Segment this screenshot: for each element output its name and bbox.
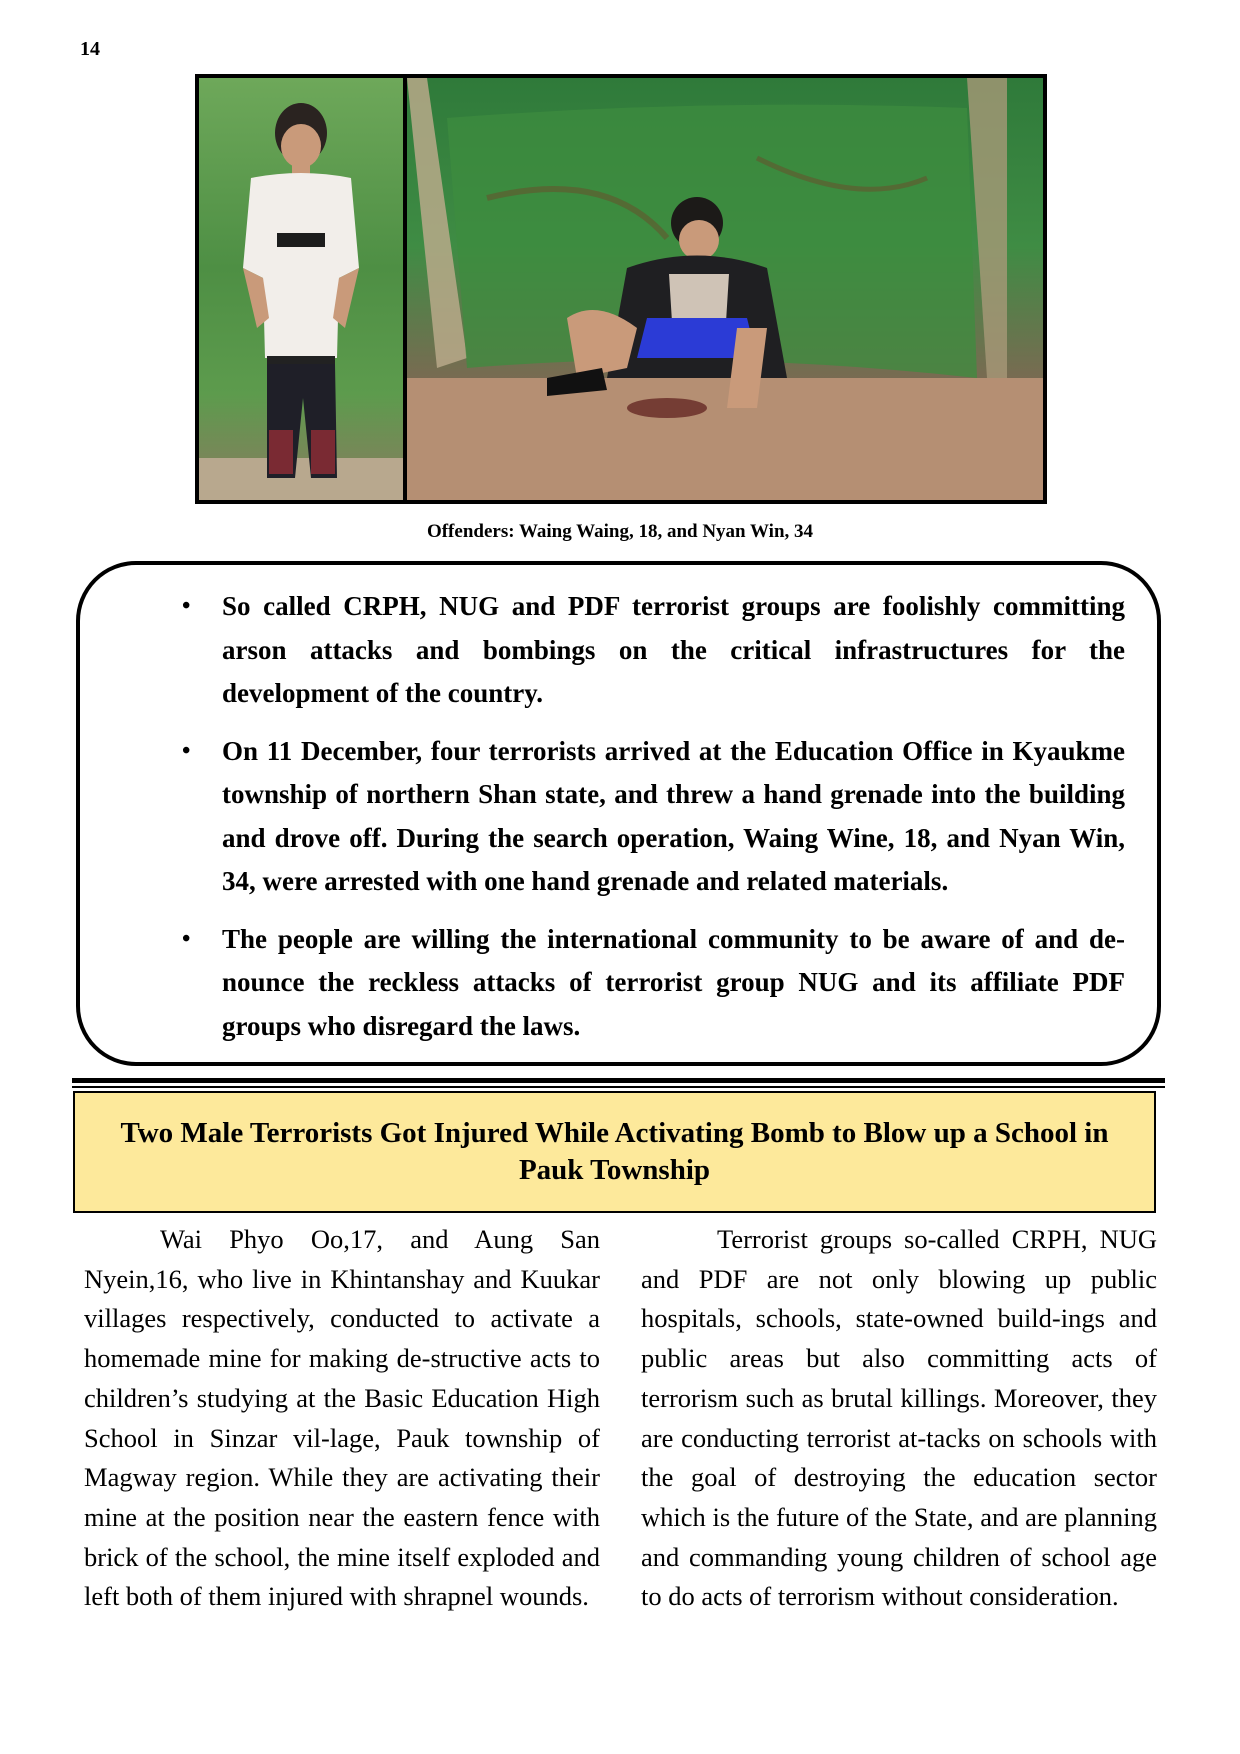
section-divider	[72, 1078, 1165, 1083]
summary-item	[140, 585, 1125, 716]
offender-standing-photo	[195, 74, 407, 504]
bullet-icon: •	[182, 593, 191, 619]
summary-item-text: The people are willing the international community to be aware of and de-nounce the reckless attacks of terrorist group NUG and its affiliate PDF groups who disregard the laws.	[222, 923, 1125, 1041]
summary-item	[140, 730, 1125, 904]
section-divider-thin	[72, 1086, 1165, 1088]
article-headline: Two Male Terrorists Got Injured While Activating Bomb to Blow up a School in Pauk Township	[120, 1117, 1109, 1186]
summary-box	[76, 561, 1161, 1066]
offender-crouching-photo	[407, 74, 1047, 504]
summary-item-text: On 11 December, four terrorists arrived at the Education Office in Kyaukme township of northern Shan state, and threw a hand grenade into the building and drove off. During the search operation, Waing Wine, 18, and Nyan Win, 34, were arrested with one hand grenade and related materials.	[222, 735, 1125, 896]
bullet-icon: •	[182, 925, 191, 952]
bullet-icon: •	[182, 737, 191, 764]
photo-offender-crouching-icon	[407, 78, 1043, 500]
summary-item-text: So called CRPH, NUG and PDF terrorist groups are foolishly committing arson attacks and bombings on the critical infrastructures for the development of the country.	[222, 591, 1125, 708]
summary-item	[140, 918, 1125, 1049]
photo-offender-standing-icon	[199, 78, 403, 500]
photo-caption: Offenders: Waing Waing, 18, and Nyan Win, 34	[426, 521, 814, 542]
page-number: 14	[80, 38, 100, 60]
headline-box	[73, 1091, 1156, 1213]
summary-list	[140, 585, 1125, 1062]
article-column-left: Wai Phyo Oo,17, and Aung San Nyein,16, who live in Khintanshay and Kuukar villages respectively, conducted to activate a homemade mine for making de-structive acts to children’s studying at the Basic Education High School in Sinzar vil-lage, Pauk township of Magway region. While they are activating their mine at the position near the eastern fence with brick of the school, the mine itself exploded and left both of them injured with shrapnel wounds.	[84, 1224, 600, 1612]
article-column-right: Terrorist groups so-called CRPH, NUG and PDF are not only blowing up public hospitals, schools, state-owned build-ings and public areas but also committing acts of terrorism such as brutal killings. Moreover, they are conducting terrorist at-tacks on schools with the goal of destroying the education sector which is the future of the State, and are planning and commanding young children of school age to do acts of terrorism without consideration.	[641, 1224, 1157, 1612]
